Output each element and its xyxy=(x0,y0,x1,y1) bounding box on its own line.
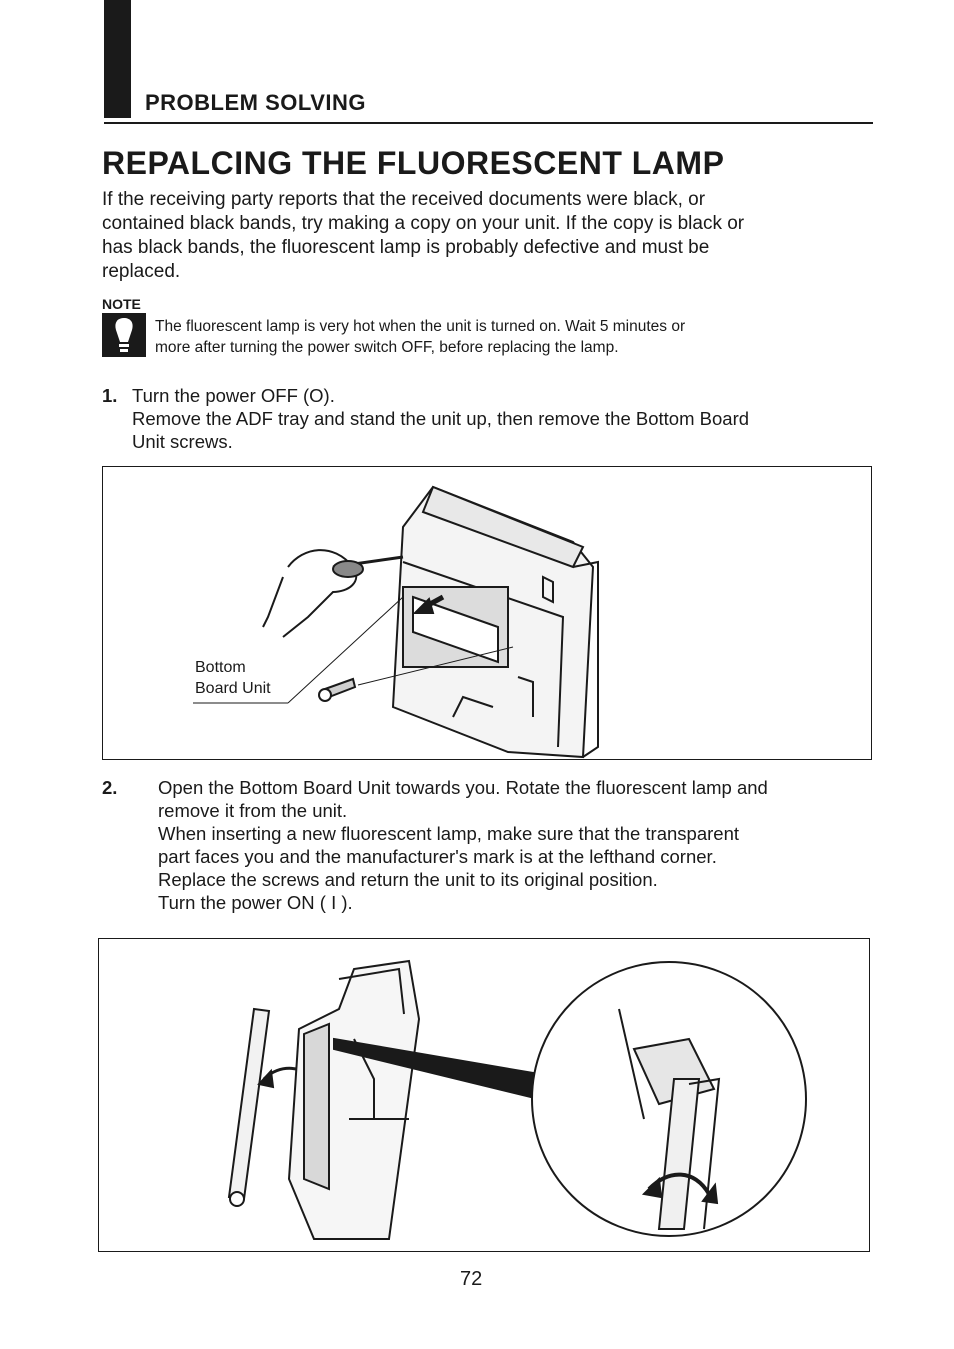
note-line: The fluorescent lamp is very hot when the unit is turned on. Wait 5 minutes or xyxy=(155,318,686,335)
bottom-board-unit-callout xyxy=(195,657,271,699)
note-label: NOTE xyxy=(102,296,141,312)
step-line: Turn the power ON ( I ). xyxy=(158,892,353,913)
step-line: remove it from the unit. xyxy=(158,800,348,821)
step-body xyxy=(132,384,867,453)
intro-line: contained black bands, try making a copy on your unit. If the copy is black or xyxy=(102,213,745,234)
section-marker-bar xyxy=(104,0,131,118)
step-line: Turn the power OFF (O). xyxy=(132,385,335,406)
step-number: 1. xyxy=(102,385,118,406)
fax-unit-illustration xyxy=(103,467,871,759)
section-divider xyxy=(104,122,873,124)
note-line: more after turning the power switch OFF, before replacing the lamp. xyxy=(155,339,619,356)
page-number: 72 xyxy=(460,1268,483,1290)
figure-fluorescent-lamp xyxy=(98,938,870,1252)
step-1 xyxy=(102,384,872,456)
callout-line: Board Unit xyxy=(195,680,271,697)
step-number: 2. xyxy=(102,777,118,798)
step-line: Replace the screws and return the unit to its original position. xyxy=(158,869,658,890)
callout-line: Bottom xyxy=(195,659,246,676)
section-title: PROBLEM SOLVING xyxy=(145,90,366,115)
intro-paragraph xyxy=(102,188,862,284)
step-line: Remove the ADF tray and stand the unit up, then remove the Bottom Board xyxy=(132,408,750,429)
page-title: REPALCING THE FLUORESCENT LAMP xyxy=(102,145,725,181)
step-2 xyxy=(102,776,872,926)
step-line: part faces you and the manufacturer's mark is at the lefthand corner. xyxy=(158,846,717,867)
note-text xyxy=(155,316,845,358)
step-line: Unit screws. xyxy=(132,431,233,452)
figure-bottom-board-unit xyxy=(102,466,872,760)
intro-line: has black bands, the fluorescent lamp is probably defective and must be xyxy=(102,237,710,258)
intro-line: If the receiving party reports that the received documents were black, or xyxy=(102,189,706,210)
lamp-removal-illustration xyxy=(99,939,869,1251)
warning-icon xyxy=(102,313,146,357)
intro-line: replaced. xyxy=(102,261,181,282)
step-line: Open the Bottom Board Unit towards you. Rotate the fluorescent lamp and xyxy=(158,777,768,798)
step-body xyxy=(158,776,870,914)
step-line: When inserting a new fluorescent lamp, make sure that the transparent xyxy=(158,823,739,844)
